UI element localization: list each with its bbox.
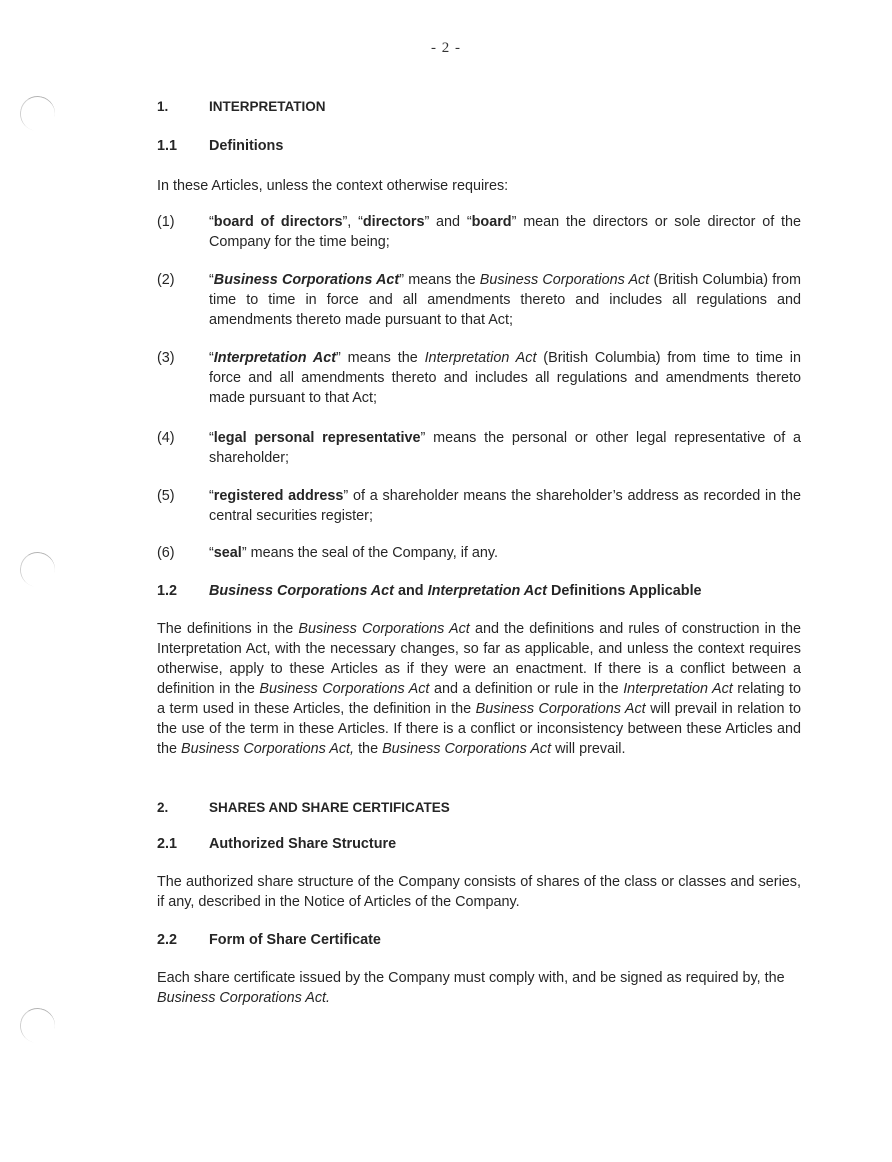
- subsection-heading-2-1: [157, 834, 801, 854]
- subsection-number: 2.2: [157, 932, 178, 948]
- binder-hole-mark: [17, 1005, 59, 1047]
- definition-text: “Interpretation Act” means the Interpretation Act (British Columbia) from time to time in force and all amendments thereto and includes all regulations and amendments thereto made pursuant to that Act;: [209, 350, 802, 406]
- definition-item: [157, 428, 801, 468]
- subsection-heading-1-2: 1.2 Business Corporations Act and Interpretation Act Definitions Applicable: [157, 583, 702, 599]
- definition-label: (1): [157, 214, 175, 230]
- subsection-number: 1.2: [157, 583, 178, 599]
- binder-hole-mark: [17, 549, 59, 591]
- section-heading-2: [157, 798, 801, 818]
- section-heading-1: [157, 97, 801, 117]
- definition-label: (3): [157, 350, 175, 366]
- section-number: 2.: [157, 800, 169, 815]
- intro-paragraph: In these Articles, unless the context otherwise requires:: [157, 178, 509, 194]
- definition-text: “Business Corporations Act” means the Business Corporations Act (British Columbia) from time to time in force and all amendments thereto and includes all regulations and amendments thereto made pursuant to that Act;: [209, 272, 801, 328]
- binder-hole-mark: [17, 93, 59, 135]
- definition-item: [157, 486, 801, 526]
- share-certificate-paragraph: Each share certificate issued by the Company must comply with, and be signed as required by, the Business Corporations Act.: [157, 970, 785, 1006]
- definition-label: (6): [157, 545, 175, 561]
- definition-text: “registered address” of a shareholder means the shareholder’s address as recorded in the central securities register;: [209, 488, 801, 524]
- definition-label: (4): [157, 430, 175, 446]
- subsection-heading-2-2: [157, 930, 801, 950]
- definition-item: [157, 212, 801, 252]
- definition-text: “board of directors”, “directors” and “board” mean the directors or sole director of the Company for the time being;: [209, 214, 802, 250]
- definition-text: “legal personal representative” means the personal or other legal representative of a shareholder;: [209, 430, 801, 466]
- subsection-title: Authorized Share Structure: [209, 836, 397, 852]
- definition-label: (2): [157, 272, 175, 288]
- definitions-paragraph: The definitions in the Business Corporations Act and the definitions and rules of construction in the Interpretation Act, with the necessary changes, so far as applicable, and unless the context requires otherwise, apply to these Articles as if they were an enactment. If there is a conflict between a definition in the Business Corporations Act and a definition or rule in the Interpretation Act relating to a term used in these Articles, the definition in the Business Corporations Act will prevail in relation to the use of the term in these Articles. If there is a conflict or inconsistency between these Articles and the Business Corporations Act, the Business Corporations Act will prevail.: [157, 621, 801, 757]
- definition-item: [157, 543, 801, 563]
- page-number: - 2 -: [431, 40, 461, 56]
- section-title: SHARES AND SHARE CERTIFICATES: [209, 800, 450, 815]
- section-number: 1.: [157, 99, 169, 114]
- subsection-number: 2.1: [157, 836, 178, 852]
- definition-item: [157, 348, 801, 408]
- definition-label: (5): [157, 488, 175, 504]
- subsection-heading-1-1: [157, 136, 801, 156]
- section-title: INTERPRETATION: [209, 99, 326, 114]
- definition-item: [157, 270, 801, 330]
- subsection-number: 1.1: [157, 138, 178, 154]
- subsection-title: Definitions: [209, 138, 284, 154]
- definition-text: “seal” means the seal of the Company, if any.: [209, 545, 499, 561]
- share-structure-paragraph: The authorized share structure of the Company consists of shares of the class or classes and series, if any, described in the Notice of Articles of the Company.: [157, 874, 801, 910]
- subsection-title: Form of Share Certificate: [209, 932, 381, 948]
